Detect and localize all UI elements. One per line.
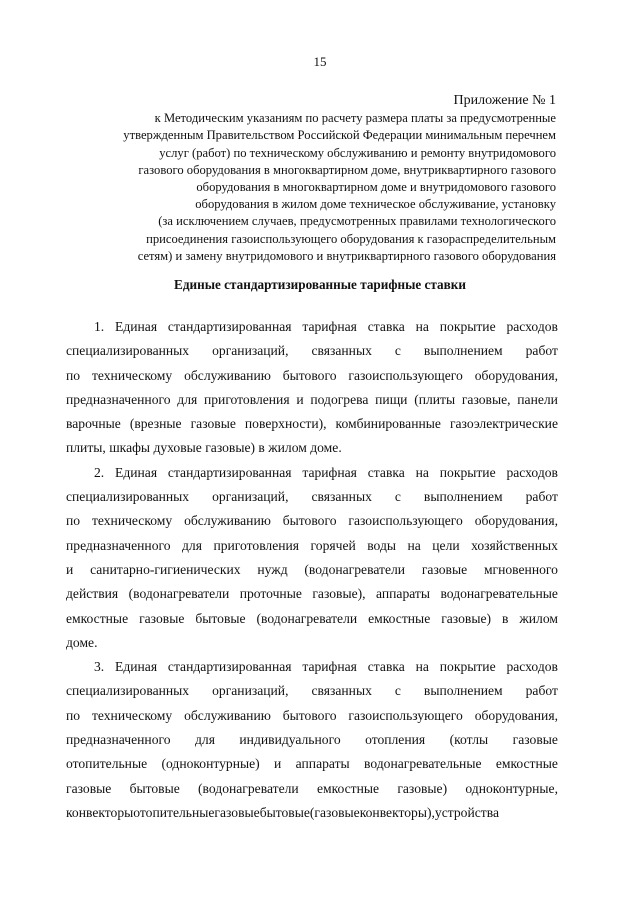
paragraph bbox=[66, 655, 558, 825]
word: специализированных bbox=[66, 489, 190, 505]
page-number: 15 bbox=[313, 54, 327, 69]
paragraph-line bbox=[66, 801, 558, 825]
section-heading: Единые стандартизированные тарифные ставки bbox=[174, 277, 466, 292]
appendix-line: (за исключением случаев, предусмотренных правилами технологического bbox=[158, 214, 556, 229]
paragraph-line bbox=[66, 339, 558, 363]
word: для bbox=[177, 391, 198, 407]
word: подогрева bbox=[310, 391, 369, 407]
word: действия bbox=[66, 586, 119, 602]
word: связанных bbox=[311, 343, 372, 359]
word: предназначенного bbox=[66, 391, 171, 407]
word: плиты, шкафы духовые газовые) в жилом доме. bbox=[66, 440, 342, 456]
word: и bbox=[66, 561, 74, 577]
paragraph-line bbox=[66, 509, 558, 533]
word: емкостные bbox=[316, 780, 380, 796]
word: ставка bbox=[367, 464, 405, 480]
word: предназначенного bbox=[66, 732, 171, 748]
word: тарифная bbox=[302, 659, 357, 675]
word: газовые bbox=[214, 804, 260, 820]
paragraph-line bbox=[66, 364, 558, 388]
word: работ bbox=[525, 489, 558, 505]
appendix-line: присоединения газоиспользующего оборудования к газораспределительным bbox=[146, 231, 556, 246]
word: техническому bbox=[91, 707, 173, 723]
document-body bbox=[66, 315, 558, 825]
word: по bbox=[66, 707, 81, 723]
word: связанных bbox=[311, 683, 372, 699]
appendix-line: сетям) и замену внутридомового и внутриквартирного газового оборудования bbox=[137, 248, 556, 263]
paragraph bbox=[66, 315, 558, 461]
word: хозяйственных bbox=[471, 537, 558, 553]
paragraph-line bbox=[66, 777, 558, 801]
word: обслуживанию bbox=[184, 513, 271, 529]
word: 1. bbox=[94, 319, 105, 334]
paragraph-line bbox=[66, 558, 558, 582]
word: санитарно-гигиенических bbox=[90, 561, 241, 577]
word: индивидуального bbox=[239, 732, 341, 748]
word: на bbox=[415, 659, 429, 675]
word: (одноконтурные) bbox=[161, 756, 260, 772]
paragraph-line bbox=[66, 752, 558, 776]
word: оборудования, bbox=[474, 367, 558, 383]
word: конвекторы bbox=[66, 804, 134, 820]
word: (водонагреватели bbox=[128, 586, 230, 602]
word: цели bbox=[432, 537, 460, 553]
word: в bbox=[501, 610, 509, 626]
paragraph-line bbox=[66, 679, 558, 703]
paragraph-line bbox=[66, 704, 558, 728]
word: бытовые bbox=[129, 780, 180, 796]
word: Единая bbox=[115, 659, 158, 675]
word: Единая bbox=[115, 464, 158, 480]
appendix-line: к Методическим указаниям по расчету размера платы за предусмотренные bbox=[154, 111, 556, 126]
word: панели bbox=[517, 391, 558, 407]
word: газовые bbox=[66, 780, 112, 796]
word: варочные bbox=[66, 416, 121, 432]
paragraph-line bbox=[66, 461, 558, 485]
word: организаций, bbox=[212, 343, 289, 359]
word: (плиты bbox=[414, 391, 456, 407]
word: по bbox=[66, 513, 81, 529]
paragraph-line bbox=[66, 388, 558, 412]
word: емкостные bbox=[495, 756, 558, 772]
paragraph-line bbox=[66, 485, 558, 509]
word: расходов bbox=[506, 659, 558, 675]
word: конвекторы), bbox=[359, 804, 435, 820]
word: предназначенного bbox=[66, 537, 171, 553]
word: бытового bbox=[282, 707, 337, 723]
word: оборудования, bbox=[474, 707, 558, 723]
word: (водонагреватели bbox=[198, 780, 299, 796]
appendix-line: услуг (работ) по техническому обслуживанию и ремонту внутридомового bbox=[159, 145, 556, 160]
appendix-line: оборудования в жилом доме техническое обслуживание, установку bbox=[195, 197, 556, 212]
appendix-title: Приложение № 1 bbox=[453, 93, 556, 108]
word: мгновенного bbox=[483, 561, 558, 577]
word: на bbox=[415, 319, 429, 334]
word: тарифная bbox=[302, 464, 357, 480]
word: работ bbox=[525, 343, 558, 359]
word: техническому bbox=[91, 367, 173, 383]
paragraph-line bbox=[66, 631, 558, 655]
word: покрытие bbox=[439, 464, 496, 480]
word: одноконтурные, bbox=[465, 780, 558, 796]
word: воды bbox=[367, 537, 397, 553]
appendix-header bbox=[86, 92, 556, 265]
word: поверхности), bbox=[244, 416, 327, 432]
word: газовые) bbox=[397, 780, 448, 796]
word: ставка bbox=[367, 319, 405, 334]
word: отопительные bbox=[66, 756, 148, 772]
word: Единая bbox=[115, 319, 158, 334]
word: техническому bbox=[91, 513, 173, 529]
paragraph-line bbox=[66, 607, 558, 631]
word: на bbox=[407, 537, 421, 553]
word: специализированных bbox=[66, 343, 190, 359]
paragraph-line bbox=[66, 436, 558, 460]
word: газовые bbox=[190, 416, 236, 432]
paragraph-line bbox=[66, 315, 558, 339]
word: расходов bbox=[506, 319, 558, 334]
word: работ bbox=[525, 683, 558, 699]
word: горячей bbox=[310, 537, 356, 553]
word: бытовые bbox=[259, 804, 310, 820]
word: с bbox=[394, 343, 401, 359]
word: для bbox=[182, 537, 202, 553]
word: (водонагреватели bbox=[304, 561, 406, 577]
word: газовые bbox=[512, 732, 558, 748]
word: пищи bbox=[375, 391, 408, 407]
word: для bbox=[195, 732, 215, 748]
word: газовые) bbox=[441, 610, 492, 626]
word: специализированных bbox=[66, 683, 190, 699]
word: газоиспользующего bbox=[348, 367, 463, 383]
word: газовые bbox=[421, 561, 468, 577]
word: выполнением bbox=[423, 683, 503, 699]
word: бытовые bbox=[195, 610, 246, 626]
word: бытового bbox=[282, 513, 337, 529]
word: 2. bbox=[94, 464, 105, 480]
word: по bbox=[66, 367, 81, 383]
word: с bbox=[394, 683, 401, 699]
word: устройства bbox=[434, 804, 499, 820]
word: газовые bbox=[139, 610, 185, 626]
word: и bbox=[296, 391, 304, 407]
word: емкостные bbox=[368, 610, 431, 626]
word: отопительные bbox=[133, 804, 215, 820]
word: организаций, bbox=[212, 683, 289, 699]
word: выполнением bbox=[423, 343, 503, 359]
paragraph-line bbox=[66, 412, 558, 436]
word: проточные bbox=[239, 586, 302, 602]
word: газовые, bbox=[461, 391, 511, 407]
appendix-line: оборудования в многоквартирном доме и внутридомового газового bbox=[196, 180, 556, 195]
word: расходов bbox=[506, 464, 558, 480]
word: покрытие bbox=[439, 319, 496, 334]
word: аппараты bbox=[295, 756, 350, 772]
word: тарифная bbox=[302, 319, 357, 334]
word: стандартизированная bbox=[167, 659, 292, 675]
word: (котлы bbox=[449, 732, 489, 748]
word: жилом bbox=[519, 610, 558, 626]
word: бытового bbox=[282, 367, 337, 383]
word: газоиспользующего bbox=[348, 707, 463, 723]
word: организаций, bbox=[212, 489, 289, 505]
word: отопления bbox=[365, 732, 426, 748]
word: стандартизированная bbox=[167, 319, 292, 334]
word: газовые), bbox=[312, 586, 366, 602]
word: на bbox=[415, 464, 429, 480]
paragraph-line bbox=[66, 582, 558, 606]
word: (врезные bbox=[129, 416, 182, 432]
word: приготовления bbox=[213, 537, 300, 553]
word: аппараты bbox=[376, 586, 431, 602]
word: газоэлектрические bbox=[449, 416, 558, 432]
paragraph bbox=[66, 461, 558, 655]
word: связанных bbox=[311, 489, 372, 505]
word: водонагревательные bbox=[364, 756, 482, 772]
word: обслуживанию bbox=[184, 367, 271, 383]
word: комбинированные bbox=[335, 416, 441, 432]
paragraph-line bbox=[66, 728, 558, 752]
paragraph-line bbox=[66, 655, 558, 679]
word: 3. bbox=[94, 659, 105, 675]
word: ставка bbox=[367, 659, 405, 675]
paragraph-line bbox=[66, 534, 558, 558]
word: оборудования, bbox=[474, 513, 558, 529]
word: стандартизированная bbox=[167, 464, 292, 480]
word: покрытие bbox=[439, 659, 496, 675]
word: (водонагреватели bbox=[256, 610, 358, 626]
word: емкостные bbox=[66, 610, 129, 626]
word: выполнением bbox=[423, 489, 503, 505]
word: водонагревательные bbox=[440, 586, 558, 602]
appendix-line: газового оборудования в многоквартирном доме, внутриквартирного газового bbox=[138, 162, 556, 177]
word: с bbox=[394, 489, 401, 505]
word: газоиспользующего bbox=[348, 513, 463, 529]
word: приготовления bbox=[203, 391, 290, 407]
word: и bbox=[274, 756, 282, 772]
word: (газовые bbox=[309, 804, 360, 820]
word: доме. bbox=[66, 634, 98, 650]
appendix-line: утвержденным Правительством Российской Федерации минимальным перечнем bbox=[123, 128, 556, 143]
word: нужд bbox=[257, 561, 288, 577]
word: обслуживанию bbox=[184, 707, 271, 723]
